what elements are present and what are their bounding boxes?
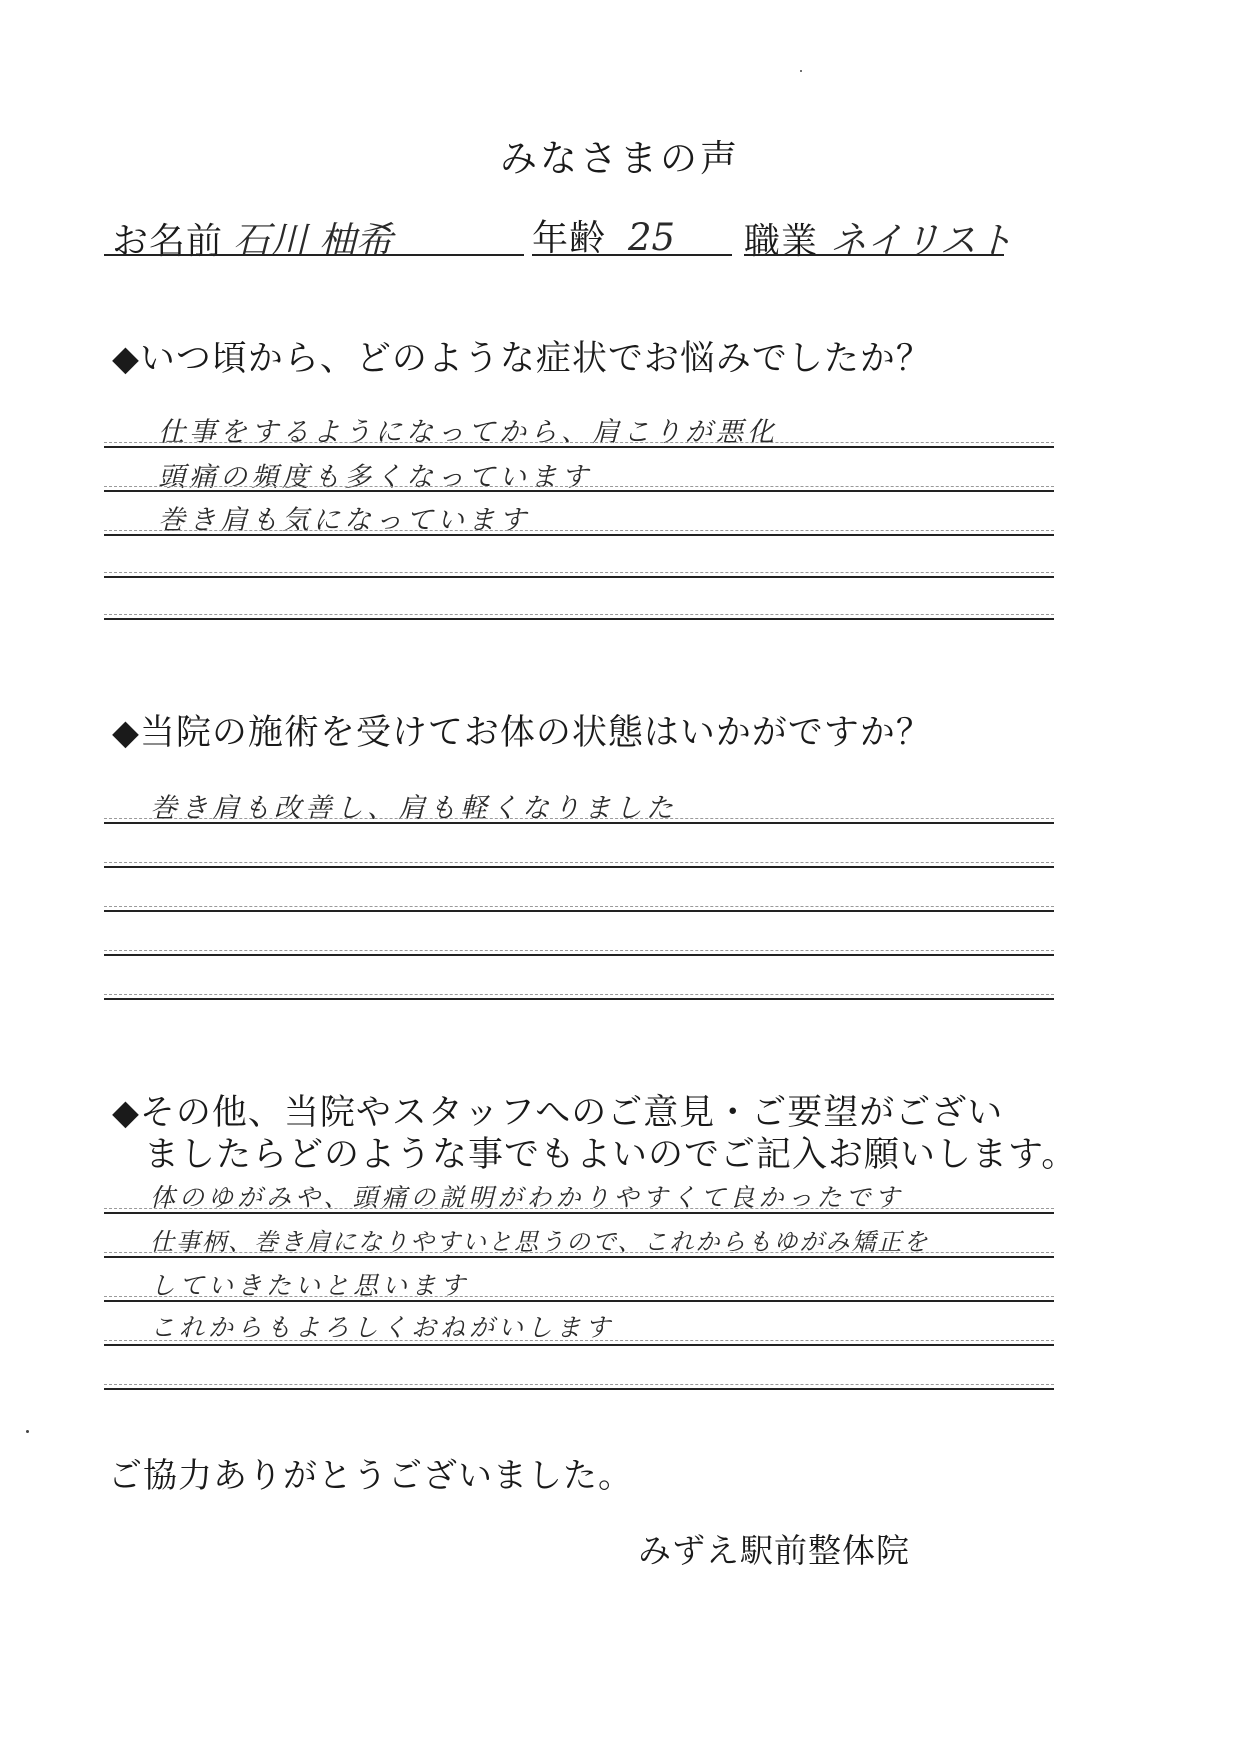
answer-rule [104, 998, 1054, 1000]
age-underline [532, 254, 732, 256]
answer-line: これからもよろしくおねがいします [150, 1313, 615, 1342]
answer-rule [104, 1344, 1054, 1346]
age-value: 25 [628, 216, 676, 259]
answer-rule [104, 534, 1054, 536]
answer-line: 巻き肩も気になっています [158, 505, 530, 536]
job-label: 職業 [744, 221, 819, 262]
question-condition [112, 712, 932, 754]
form-title: みなさまの声 [500, 137, 740, 180]
age-label: 年齢 [532, 218, 607, 259]
age-field [532, 210, 675, 260]
job-underline [744, 254, 1004, 256]
answer-rule [104, 954, 1054, 956]
name-label: お名前 [112, 221, 224, 262]
answer-line: 仕事柄、巻き肩になりやすいと思うので、これからもゆがみ矯正を [150, 1228, 930, 1256]
job-value: ネイリスト [830, 219, 1014, 262]
question-line: ◆当院の施術を受けてお体の状態はいかがですか？ [112, 713, 932, 753]
answer-rule [104, 618, 1054, 620]
thank-you-message: ご協力ありがとうございました。 [108, 1456, 633, 1496]
question-line: ◆その他、当院やスタッフへのご意見・ご要望がござい [112, 1093, 1004, 1133]
question-line: ◆いつ頃から、どのような症状でお悩みでしたか？ [112, 339, 932, 379]
scan-speck [800, 70, 802, 72]
answer-rule [104, 576, 1054, 578]
name-value: 石川 柚希 [233, 219, 393, 262]
answer-rule [104, 446, 1054, 448]
scan-speck [26, 1430, 29, 1433]
name-underline [104, 254, 524, 256]
answer-rule [104, 866, 1054, 868]
question-feedback [112, 1092, 1077, 1176]
answer-rule [104, 1212, 1054, 1214]
answer-rule [104, 1256, 1054, 1258]
answer-rule [104, 1300, 1054, 1302]
name-field [112, 210, 393, 260]
answer-line: 頭痛の頻度も多くなっています [158, 462, 592, 493]
answer-rule [104, 1388, 1054, 1390]
answer-line: 巻き肩も改善し、肩も軽くなりました [150, 793, 677, 824]
answer-line: していきたいと思います [150, 1271, 470, 1300]
answer-line: 体のゆがみや、頭痛の説明がわかりやすくて良かったです [150, 1183, 904, 1212]
question-symptoms [112, 338, 932, 380]
job-field [744, 210, 1014, 260]
answer-line: 仕事をするようになってから、肩こりが悪化 [158, 417, 778, 448]
clinic-name: みずえ駅前整体院 [638, 1531, 910, 1570]
question-line: ましたらどのような事でもよいのでご記入お願いします。 [144, 1135, 1078, 1175]
answer-rule [104, 910, 1054, 912]
answer-rule [104, 822, 1054, 824]
answer-rule [104, 490, 1054, 492]
